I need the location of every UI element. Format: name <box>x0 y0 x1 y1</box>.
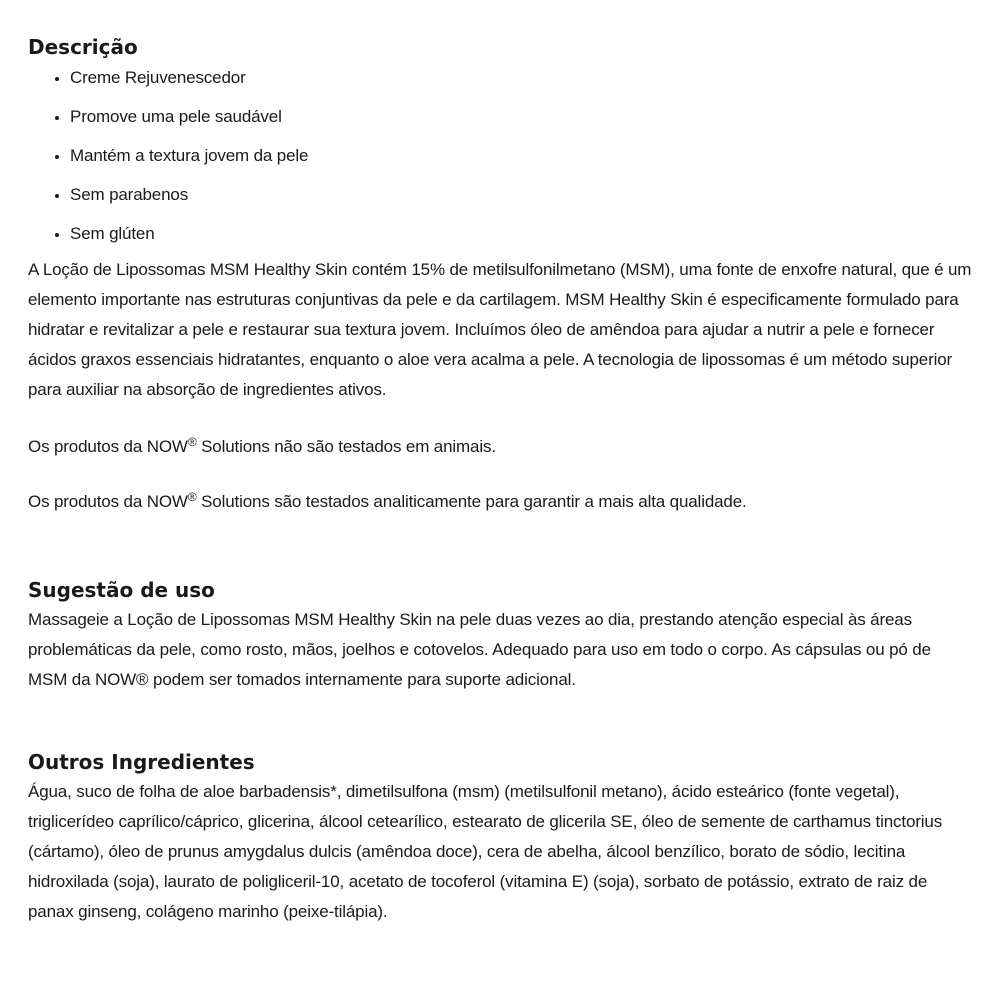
description-paragraph: A Loção de Lipossomas MSM Healthy Skin contém 15% de metilsulfonilmetano (MSM), uma fonte de enxofre natural, que é um elemento importante nas estruturas conjuntivas da pele e da cartilagem. MSM Healthy Skin é especificamente formulado para hidratar e revitalizar a pele e restaurar sua textura jovem. Incluímos óleo de amêndoa para ajudar a nutrir a pele e fornecer ácidos graxos essenciais hidratantes, enquanto o aloe vera acalma a pele. A tecnologia de lipossomas é um método superior para auxiliar na absorção de ingredientes ativos. <box>28 260 972 399</box>
note-text: Solutions são testados analiticamente para garantir a mais alta qualidade. <box>196 492 747 511</box>
description-heading: Descrição <box>28 35 138 59</box>
registered-mark: ® <box>187 490 197 504</box>
list-item: • Creme Rejuvenescedor <box>70 58 972 97</box>
usage-section <box>28 575 972 695</box>
list-item: • Promove uma pele saudável <box>70 97 972 136</box>
usage-heading: Sugestão de uso <box>28 578 215 602</box>
list-item: • Mantém a textura jovem da pele <box>70 136 972 175</box>
cruelty-free-note <box>28 432 972 462</box>
registered-mark: ® <box>187 435 197 449</box>
list-item: • Sem parabenos <box>70 175 972 214</box>
feature-list <box>28 58 972 253</box>
description-section <box>28 32 972 517</box>
ingredients-heading: Outros Ingredientes <box>28 750 255 774</box>
note-text: Os produtos da NOW <box>28 437 188 456</box>
ingredients-paragraph: Água, suco de folha de aloe barbadensis*, dimetilsulfona (msm) (metilsulfonil metano), ácido esteárico (fonte vegetal), triglicerídeo caprílico/cáprico, glicerina, álcool cetearílico, estearato de glicerila SE, óleo de semente de carthamus tinctorius (cártamo), óleo de prunus amygdalus dulcis (amêndoa doce), cera de abelha, álcool benzílico, borato de sódio, lecitina hidroxilada (soja), laurato de poligliceril-10, acetato de tocoferol (vitamina E) (soja), sorbato de potássio, extrato de raiz de panax ginseng, colágeno marinho (peixe-tilápia). <box>28 782 943 921</box>
usage-paragraph: Massageie a Loção de Lipossomas MSM Healthy Skin na pele duas vezes ao dia, prestando atenção especial às áreas problemáticas da pele, como rosto, mãos, joelhos e cotovelos. Adequado para uso em todo o corpo. As cápsulas ou pó de MSM da NOW® podem ser tomados internamente para suporte adicional. <box>28 610 931 689</box>
quality-note <box>28 487 972 517</box>
list-item: • Sem glúten <box>70 214 972 253</box>
ingredients-section <box>28 747 972 927</box>
note-text: Os produtos da NOW <box>28 492 188 511</box>
note-text: Solutions não são testados em animais. <box>196 437 496 456</box>
